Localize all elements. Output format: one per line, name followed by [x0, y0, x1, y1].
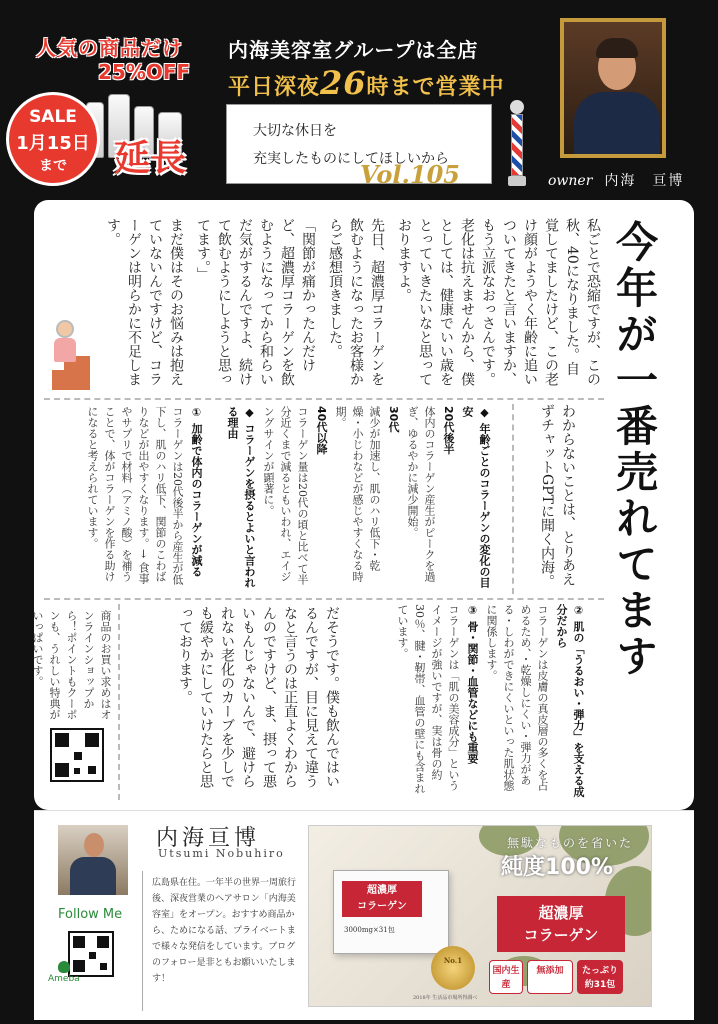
- quote-line-1: 大切な休日を: [253, 123, 337, 139]
- stair-climbing-illustration: [46, 316, 96, 392]
- divider-lower: [118, 604, 120, 800]
- chatgpt-text: わからないことは、とりあえずチャットGPTに聞く内海。: [539, 404, 576, 588]
- reason1-text: コラーゲンは20代後半から産生が低下し、肌のハリ低下、関節のこわばりなどが出やすくなります。→ 食事やサプリで材料（アミノ酸）を補うことで、体がコラーゲンを作る助けになると考えられています。: [86, 406, 184, 585]
- ad-product-label: 超濃厚 コラーゲン: [497, 896, 625, 952]
- article-para-5: だそうです。僕も飲んではいるんですが、目に見えて違うなと言うのは正直よくわからんのですけど、ま、摂って悪いもんじゃないんで、避けられない老化のカーブを少しでも緩やかにしていけたらと思っております。: [177, 606, 340, 788]
- sale-label: SALE: [29, 107, 77, 127]
- online-shop-note: [31, 610, 114, 720]
- divider-1: [44, 398, 604, 400]
- owner-label: owner: [548, 173, 593, 189]
- ameba-label: Ameba: [48, 974, 80, 984]
- footer: [34, 810, 694, 1020]
- product-box-image: [333, 870, 449, 954]
- online-shop-qr-code-icon[interactable]: [50, 728, 104, 782]
- article-para-4: まだ僕はそのお悩みは抱えていないんですけど、コラーゲンは明らかに不足します。: [105, 218, 184, 386]
- tag-domestic: 国内生産: [489, 960, 523, 994]
- age-heading: ◆ 年齢ごとのコラーゲンの変化の目安: [461, 406, 491, 588]
- age30-text: 減少が加速し、肌のハリ低下・乾燥・小じわなどが感じやすくなる時期。: [334, 406, 381, 582]
- ad-tagline: 無駄なものを省いた: [506, 836, 633, 850]
- hours-prefix: 平日深夜: [228, 75, 321, 100]
- hours-suffix: 時まで営業中: [366, 75, 505, 100]
- reason1-title: ① 加齢で体内のコラーゲンが減る: [190, 406, 203, 577]
- collagen-ad[interactable]: [308, 825, 652, 1007]
- owner-caption: [548, 170, 684, 190]
- age20-text: 体内のコラーゲン産生がピークを過ぎ、ゆるやかに減少開始。: [406, 406, 436, 582]
- follow-me-label: Follow Me: [58, 907, 123, 922]
- collagen-by-age: [222, 406, 493, 592]
- reason3-text: コラーゲンは「肌の美容成分」というイメージが強いですが、実は骨の約30％、腱・靭帯、血管の壁にも含まれています。: [396, 604, 460, 794]
- age20-title: 20代後半: [442, 406, 455, 455]
- ad-purity: 純度100%: [501, 855, 613, 880]
- chatgpt-note: [530, 404, 578, 590]
- article-para-2: 先日、超濃厚コラーゲンを飲むようになったお客様からご感想頂きました。: [327, 218, 385, 386]
- reason2-text: コラーゲンは皮膚の真皮層の多くを占めるため、・乾燥しにくい・弾力がある・しわができにくいといった肌状態に関係します。: [485, 604, 549, 791]
- article-para-1: 私ごとで恐縮ですが、この秋、40になりました。自覚してましたけど、この老け顔がようやく年齢に追いついてきたと言いますか、もう立派なおっさんです。老化は抗えませんから、僕としては、健康でいい歳をとっていきたいなと思っておりますよ。: [396, 218, 601, 386]
- reason-heading: ◆ コラーゲンを摂るとよいと言われる理由: [226, 406, 256, 588]
- bio-photo: [58, 825, 128, 895]
- barber-pole-icon: [506, 100, 528, 188]
- sale-badge: [6, 92, 100, 186]
- divider-middle-1: [512, 404, 514, 594]
- promo-line-1: 人気の商品だけ: [36, 36, 183, 60]
- quote-line-2: 充実したものにしてほしいから: [253, 151, 449, 167]
- owner-photo: [560, 18, 666, 158]
- reason3-title: ③ 骨・関節・血管などにも重要: [466, 604, 479, 764]
- promo-banner: [6, 32, 216, 192]
- promo-discount: 25%OFF: [98, 60, 191, 84]
- age30-title: 30代: [387, 406, 400, 433]
- divider-2: [44, 598, 604, 600]
- ad-footnote: 2018年 生活品市場所得調べ: [413, 995, 478, 1001]
- sale-until: まで: [39, 158, 67, 174]
- hours-number: 26: [320, 64, 367, 102]
- tag-additive-free: 無添加: [527, 960, 573, 994]
- sale-date: 1月15日: [16, 133, 90, 154]
- tag-31-packs: たっぷり約31包: [577, 960, 623, 994]
- bio-text: 広島県在住。一年半の世界一周旅行後、深夜営業のヘアサロン「内海美容室」をオープン。おすすめ商品から、ためになる話、プライベートまで様々な発信をしています。ブログのフォロー是非ともお願いいたします！: [152, 878, 297, 984]
- bio-name: 内海亘博: [156, 826, 261, 851]
- product-box-label: 超濃厚 コラーゲン: [342, 881, 422, 917]
- reason-1: [82, 406, 205, 592]
- article-body-top: [96, 218, 603, 388]
- ameba-icon[interactable]: [48, 961, 80, 984]
- age40-text: コラーゲン量は20代の頃と比べて半分近くまで減るともいわれ、エイジングサインが顕著に。: [262, 406, 309, 585]
- reason2-title: ② 肌の「うるおい・弾力」を支える成分だから: [555, 604, 585, 797]
- owner-name: 内海 亘博: [604, 173, 685, 189]
- product-dose: 3000mg×31包: [344, 926, 395, 934]
- ranking-badge: No.1: [431, 946, 475, 990]
- article-para-3: 「関節が痛かったんだけど、超濃厚コラーゲンを飲むようになってから和らいだ気がするんですよ、続けて飲むようにしようと思ってます。」: [195, 218, 316, 386]
- hours-line-2: [228, 64, 505, 102]
- bio-divider: [142, 871, 143, 1011]
- article-headline: 今年が一番売れてます: [610, 220, 659, 680]
- reasons-2-3: [392, 604, 587, 800]
- article-conclusion: [168, 606, 342, 800]
- extended-label: 延長: [114, 138, 187, 179]
- online-text: 商品のお買い求めはオンラインショップから！ポイントもクーポンも、うれしい特典がいっぱいです。: [31, 610, 112, 720]
- hours-line-1: 内海美容室グループは全店: [228, 38, 479, 62]
- volume-number: Vol.105: [360, 160, 460, 189]
- bio-romaji: Utsumi Nobuhiro: [158, 847, 285, 860]
- age40-title: 40代以降: [315, 406, 328, 455]
